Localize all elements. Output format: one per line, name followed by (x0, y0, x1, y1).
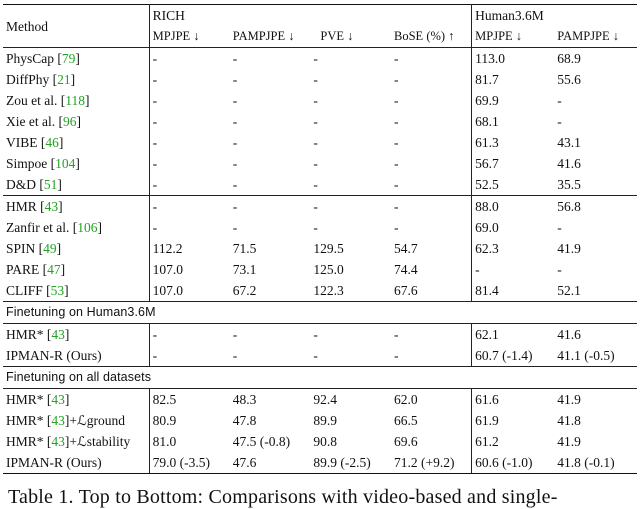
value-cell: - (391, 196, 472, 218)
value-cell: - (391, 69, 472, 90)
value-cell-best: 35.5 (557, 177, 581, 192)
citation-link[interactable]: 46 (45, 135, 59, 150)
value-cell-best: 41.1 (-0.5) (557, 348, 615, 363)
value-cell: - (232, 51, 238, 66)
value-cell: - (310, 196, 391, 218)
section-header-row (3, 302, 637, 324)
value-cell: 61.9 (475, 413, 499, 428)
value-cell: - (557, 262, 562, 277)
value-cell: - (152, 51, 158, 66)
value-cell: - (149, 196, 230, 218)
value-cell: 80.9 (152, 413, 177, 428)
header-rich-mpjpe: MPJPE ↓ (152, 29, 200, 43)
value-cell: 43.1 (557, 135, 581, 150)
value-cell: 62.3 (475, 241, 499, 256)
citation-link[interactable]: 43 (51, 434, 65, 449)
value-cell: - (313, 114, 318, 129)
value-cell: - (152, 114, 158, 129)
value-cell: - (152, 220, 158, 235)
table-row (3, 345, 637, 367)
value-cell: - (152, 156, 158, 171)
table-row (3, 217, 637, 238)
value-cell-best: 52.5 (475, 177, 499, 192)
method-cell: VIBE [46] (3, 132, 149, 153)
table-row (3, 174, 637, 196)
method-cell: Zanfir et al. [106] (3, 217, 149, 238)
value-cell: - (313, 220, 318, 235)
method-cell: HMR [43] (3, 196, 149, 218)
value-cell: - (152, 177, 158, 192)
value-cell: 122.3 (313, 283, 344, 298)
table-row (3, 431, 637, 452)
value-cell: - (313, 177, 318, 192)
header-rich-pve: PVE ↓ (320, 29, 354, 43)
table-row (3, 132, 637, 153)
value-cell-best: 60.7 (-1.4) (475, 348, 533, 363)
header-method: Method (3, 5, 149, 48)
value-cell: 89.9 (313, 413, 338, 428)
value-cell: - (232, 114, 238, 129)
method-cell: HMR* [43] (3, 324, 149, 346)
value-cell: 41.9 (557, 241, 581, 256)
value-cell: - (313, 51, 318, 66)
value-cell: - (313, 93, 318, 108)
value-cell: 47.6 (230, 452, 311, 474)
value-cell: 71.5 (232, 241, 257, 256)
table-row (3, 452, 637, 474)
value-cell-best: 79.0 (-3.5) (149, 452, 230, 474)
value-cell: 41.8 (557, 413, 581, 428)
value-cell: - (391, 153, 472, 174)
value-cell: - (232, 72, 238, 87)
section-header-row (3, 367, 637, 389)
value-cell: 88.0 (472, 196, 555, 218)
value-cell: - (313, 156, 318, 171)
method-cell: Xie et al. [96] (3, 111, 149, 132)
value-cell: 81.0 (152, 434, 177, 449)
value-cell: 68.9 (557, 51, 581, 66)
value-cell: 90.8 (313, 434, 338, 449)
value-cell-best: 89.9 (-2.5) (310, 452, 391, 474)
method-cell: HMR* [43]+ℒstability (3, 431, 149, 452)
value-cell: 56.7 (475, 156, 499, 171)
method-cell: Zou et al. [118] (3, 90, 149, 111)
value-cell: 112.2 (152, 241, 183, 256)
header-h36m-pampjpe: PAMPJPE ↓ (557, 29, 620, 43)
method-cell: CLIFF [53] (3, 280, 149, 302)
method-cell: D&D [51] (3, 174, 149, 196)
value-cell: - (391, 111, 472, 132)
value-cell: - (313, 327, 318, 342)
value-cell: - (232, 93, 238, 108)
value-cell: - (313, 72, 318, 87)
citation-link[interactable]: 51 (43, 177, 58, 192)
value-cell: 61.3 (475, 135, 499, 150)
method-cell: HMR* [43]+ℒground (3, 410, 149, 431)
value-cell: - (152, 93, 158, 108)
value-cell: 62.0 (391, 389, 472, 411)
value-cell: 69.9 (475, 93, 499, 108)
table-row (3, 259, 637, 280)
header-group-rich: RICH (149, 5, 472, 27)
value-cell: - (232, 135, 238, 150)
value-cell: 48.3 (232, 392, 257, 407)
value-cell: - (391, 217, 472, 238)
value-cell: 52.1 (557, 283, 581, 298)
table-row (3, 69, 637, 90)
value-cell: - (475, 262, 480, 277)
method-cell: PhysCap [79] (3, 48, 149, 70)
value-cell: - (232, 348, 238, 363)
value-cell: 67.2 (232, 283, 257, 298)
value-cell: - (391, 90, 472, 111)
value-cell: - (232, 156, 238, 171)
table-row (3, 153, 637, 174)
table-row (3, 238, 637, 259)
value-cell-best: 60.6 (-1.0) (472, 452, 555, 474)
value-cell: 81.7 (475, 72, 499, 87)
value-cell: 41.9 (557, 434, 581, 449)
citation-link[interactable]: 43 (51, 392, 65, 407)
method-cell: IPMAN-R (Ours) (3, 452, 149, 474)
value-cell: 47.8 (232, 413, 257, 428)
loss-term: +ℒstability (69, 434, 131, 449)
table-row (3, 389, 637, 411)
value-cell: 81.4 (475, 283, 499, 298)
value-cell-best: 47.5 (-0.8) (232, 434, 291, 449)
citation-link[interactable]: 53 (50, 283, 65, 298)
value-cell: 73.1 (232, 262, 257, 277)
citation-link[interactable]: 47 (47, 262, 61, 277)
value-cell: 54.7 (391, 238, 472, 259)
citation-link[interactable]: 21 (57, 72, 71, 87)
method-cell: DiffPhy [21] (3, 69, 149, 90)
results-table (3, 4, 637, 474)
citation-link[interactable]: 96 (62, 114, 77, 129)
value-cell: - (313, 348, 318, 363)
citation-link[interactable]: 43 (44, 199, 59, 214)
value-cell: - (391, 174, 472, 196)
value-cell: 41.6 (557, 327, 581, 342)
header-group-human36m: Human3.6M (472, 5, 637, 27)
value-cell: 92.4 (313, 392, 338, 407)
value-cell: 55.6 (557, 72, 581, 87)
value-cell: 66.5 (391, 410, 472, 431)
table-caption: Table 1. Top to Bottom: Comparisons with video-based and single- (8, 486, 558, 508)
citation-link[interactable]: 43 (51, 327, 65, 342)
value-cell: 68.1 (475, 114, 499, 129)
value-cell: 82.5 (152, 392, 177, 407)
header-rich-bose: BoSE (%) ↑ (391, 26, 472, 48)
value-cell: - (152, 72, 158, 87)
value-cell: - (152, 327, 158, 342)
value-cell: 69.0 (475, 220, 499, 235)
table-row (3, 324, 637, 346)
value-cell: - (230, 196, 311, 218)
value-cell: 125.0 (313, 262, 344, 277)
value-cell: - (232, 327, 238, 342)
value-cell: 61.2 (475, 434, 499, 449)
value-cell: - (152, 348, 158, 363)
citation-link[interactable]: 104 (55, 156, 76, 171)
header-h36m-mpjpe: MPJPE ↓ (475, 29, 523, 43)
value-cell: 113.0 (475, 51, 506, 66)
table-row (3, 280, 637, 302)
method-cell: HMR* [43] (3, 389, 149, 411)
value-cell: 56.8 (554, 196, 637, 218)
loss-term: +ℒground (69, 413, 125, 428)
method-cell: Simpoe [104] (3, 153, 149, 174)
value-cell: 41.9 (557, 392, 581, 407)
value-cell: - (232, 220, 238, 235)
method-cell: IPMAN-R (Ours) (3, 345, 149, 367)
citation-link[interactable]: 79 (61, 51, 76, 66)
value-cell: 107.0 (152, 283, 184, 298)
method-cell: PARE [47] (3, 259, 149, 280)
citation-link[interactable]: 49 (43, 241, 57, 256)
value-cell: - (391, 132, 472, 153)
value-cell: - (152, 135, 158, 150)
section-label-finetune-h36m: Finetuning on Human3.6M (3, 302, 637, 324)
value-cell: - (232, 177, 238, 192)
value-cell: - (391, 345, 472, 367)
table-row (3, 111, 637, 132)
value-cell: - (557, 220, 562, 235)
value-cell: 67.6 (391, 280, 472, 302)
header-rich-pampjpe: PAMPJPE ↓ (232, 29, 295, 43)
value-cell: 107.0 (152, 262, 184, 277)
value-cell: 69.6 (391, 431, 472, 452)
citation-link[interactable]: 106 (77, 220, 98, 235)
section-label-finetune-all: Finetuning on all datasets (3, 367, 637, 389)
value-cell: 62.1 (475, 327, 499, 342)
value-cell: - (391, 324, 472, 346)
value-cell: 61.6 (475, 392, 499, 407)
value-cell: 74.4 (391, 259, 472, 280)
citation-link[interactable]: 118 (65, 93, 85, 108)
table-row (3, 410, 637, 431)
value-cell: - (391, 48, 472, 70)
method-cell: SPIN [49] (3, 238, 149, 259)
value-cell: - (313, 135, 318, 150)
table-row (3, 48, 637, 70)
citation-link[interactable]: 43 (51, 413, 65, 428)
value-cell-best: 41.8 (-0.1) (554, 452, 637, 474)
table-row (3, 90, 637, 111)
value-cell-best: 71.2 (+9.2) (391, 452, 472, 474)
value-cell: - (557, 93, 562, 108)
value-cell: 41.6 (557, 156, 581, 171)
value-cell: 129.5 (313, 241, 344, 256)
table-row (3, 196, 637, 218)
value-cell: - (557, 114, 562, 129)
